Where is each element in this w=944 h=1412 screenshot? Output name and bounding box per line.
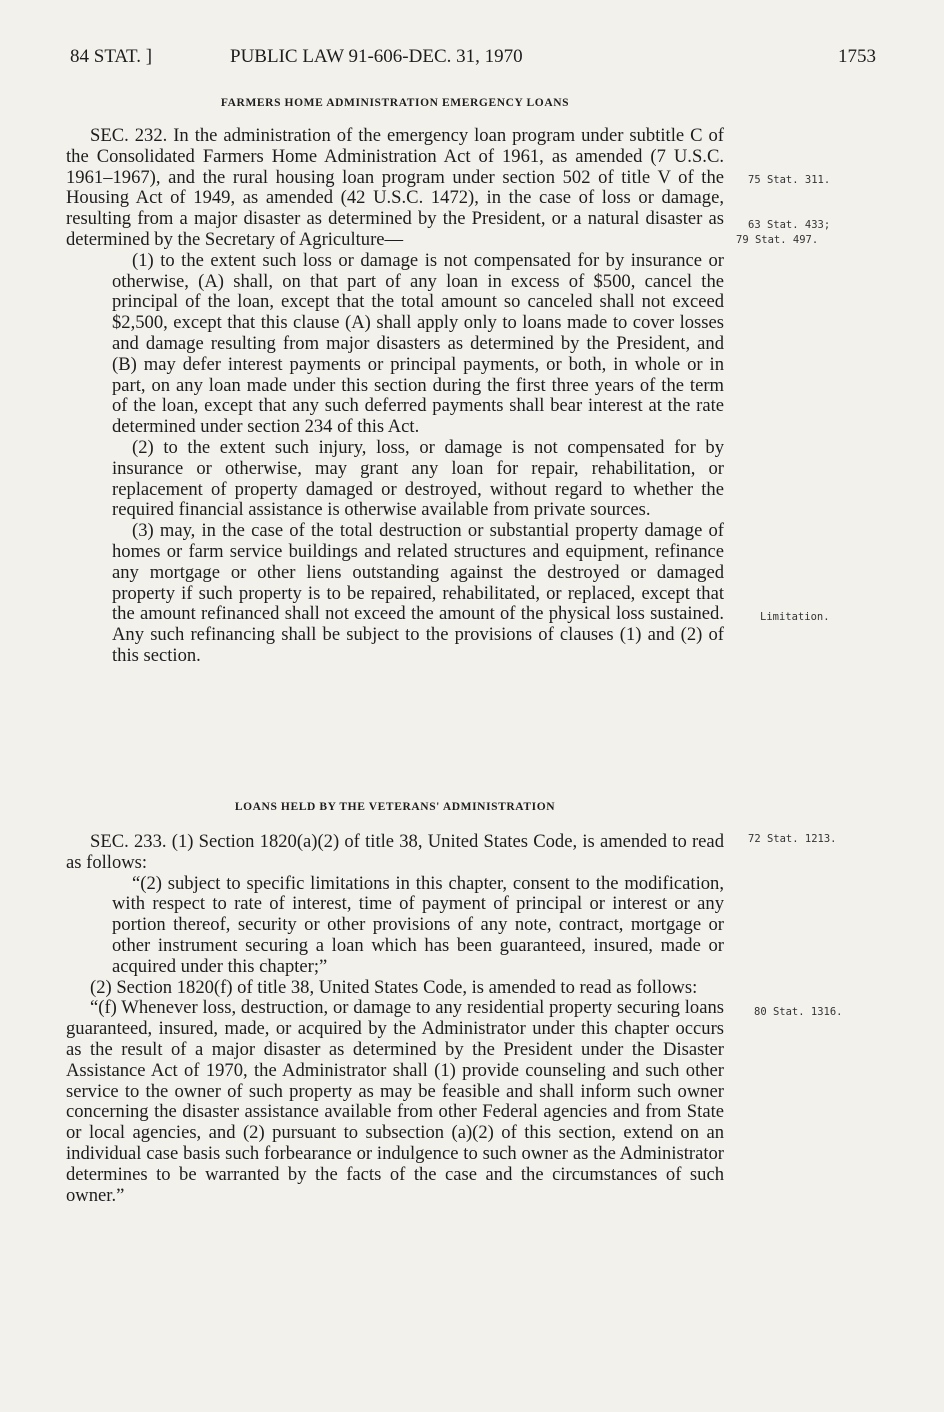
running-title: PUBLIC LAW 91-606-DEC. 31, 1970 — [230, 46, 523, 67]
section-heading-farmers-home: FARMERS HOME ADMINISTRATION EMERGENCY LOANS — [220, 97, 570, 109]
margin-note-79-stat: 79 Stat. 497. — [736, 234, 819, 246]
margin-note-80-stat: 80 Stat. 1316. — [754, 1006, 843, 1018]
margin-note-72-stat: 72 Stat. 1213. — [748, 833, 837, 845]
section-232-intro: SEC. 232. In the administration of the emergency loan program under subtitle C of the Consolidated Farmers Home Administration Act of 1961, as amended (7 U.S.C. 1961–1967), and the rural housing loan program under section 502 of title V of the Housing Act of 1949, as amended (42 U.S.C. 1472), in the case of loss or damage, resulting from a major disaster as determined by the President, or a natural disaster as determined by the Secretary of Agriculture— — [66, 125, 724, 250]
section-233-paragraph-2: (2) Section 1820(f) of title 38, United States Code, is amended to read as follows: — [90, 976, 698, 998]
section-233-body — [66, 832, 724, 1206]
page-header — [70, 46, 876, 76]
section-233-quote-2: “(f) Whenever loss, destruction, or damage to any residential property securing loans guaranteed, insured, made, or acquired by the Administrator under this chapter occurs as the result of a major disaster as determined by the President under the Disaster Assistance Act of 1970, the Administrator shall (1) provide counseling and such other service to the owner of such property as may be feasible and shall inform such owner concerning the disaster assistance available from other Federal agencies and from State or local agencies, and (2) pursuant to subsection (a)(2) of this section, extend on an individual case basis such forbearance or indulgence to such owner as the Administrator determines to be warranted by the facts of the case and the circumstances of such owner.” — [66, 997, 724, 1206]
section-232-clause-3: (3) may, in the case of the total destruction or substantial property damage of homes or farm service buildings and related structures and equipment, refinance any mortgage or other liens outstanding against the destroyed or damaged property if such property is to be repaired, rehabilitated, or replaced, except that the amount refinanced shall not exceed the amount of the physical loss sustained. Any such refinancing shall be subject to the provisions of clauses (1) and (2) of this section. — [112, 520, 724, 666]
section-232-body — [66, 126, 724, 667]
section-232-clause-1: (1) to the extent such loss or damage is not compensated for by insurance or otherwise, (A) shall, on that part of any loan in excess of $500, cancel the principal of the loan, except that the total amount so canceled shall not exceed $2,500, except that this clause (A) shall apply only to loans made to cover losses and damage resulting from major disasters as determined by the President, and (B) may defer interest payments or principal payments, or both, in whole or in part, on any loan made under this section during the first three years of the term of the loan, except that any such deferred payments shall bear interest at the rate determined under section 234 of this Act. — [112, 249, 724, 438]
section-233-quote-1: “(2) subject to specific limitations in this chapter, consent to the modification, with respect to rate of interest, time of payment of principal or interest or any portion thereof, security or other provisions of any note, contract, mortgage or other instrument securing a loan which has been guaranteed, insured, made or acquired under this chapter;” — [112, 872, 724, 977]
page-number: 1753 — [838, 46, 876, 67]
volume-citation: 84 STAT. ] — [70, 46, 153, 67]
section-233-intro: SEC. 233. (1) Section 1820(a)(2) of title 38, United States Code, is amended to read as follows: — [66, 831, 724, 873]
margin-note-63-stat: 63 Stat. 433; — [748, 219, 831, 231]
margin-note-limitation: Limitation. — [760, 611, 830, 623]
margin-note-75-stat: 75 Stat. 311. — [748, 174, 831, 186]
section-232-clause-2: (2) to the extent such injury, loss, or damage is not compensated for by insurance or otherwise, may grant any loan for repair, rehabilitation, or replacement of property damaged or destroyed, without regard to whether the required financial assistance is otherwise available from private sources. — [112, 436, 724, 521]
section-heading-veterans-loans: LOANS HELD BY THE VETERANS' ADMINISTRATION — [234, 801, 556, 813]
